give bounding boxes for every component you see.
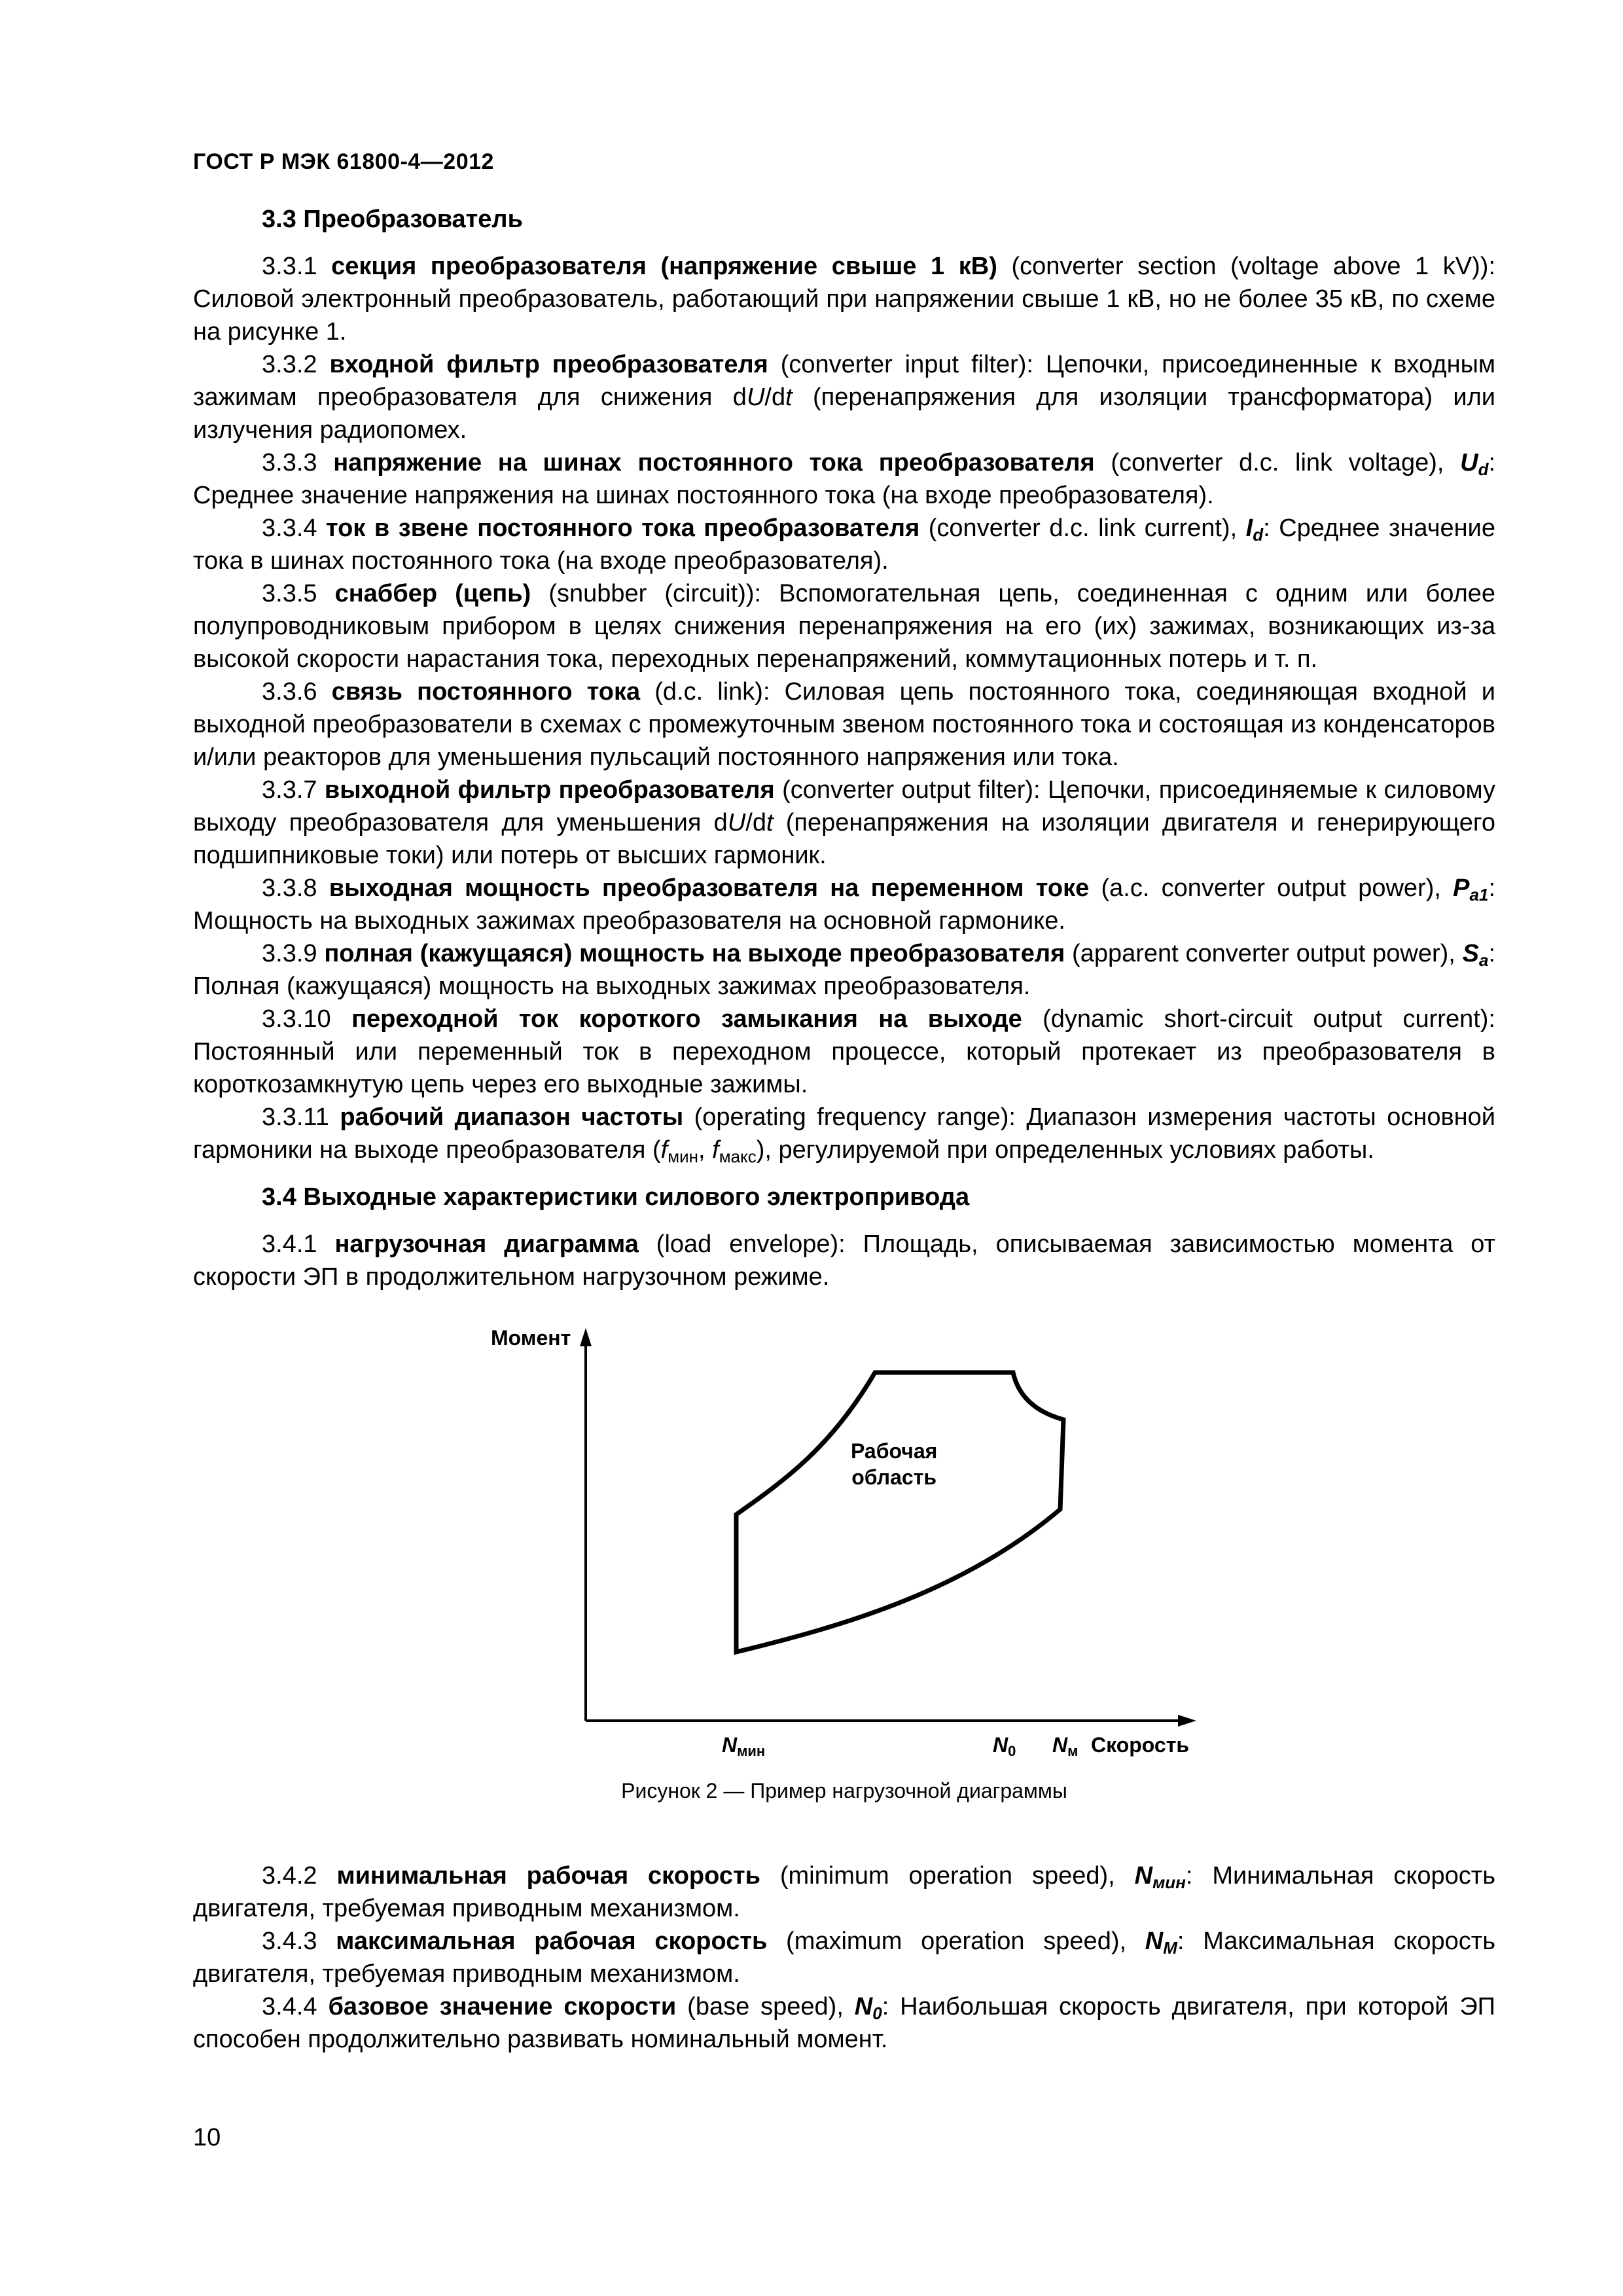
term: максимальная рабочая скорость xyxy=(336,1928,768,1955)
term: секция преобразователя (напряжение свыше 1 кВ) xyxy=(331,253,997,280)
term: выходная мощность преобразователя на переменном токе xyxy=(329,874,1090,902)
entry-3-3-10: 3.3.10 переходной ток короткого замыкания на выходе (dynamic short-circuit output current): Постоянный или переменный ток в переходном процессе, который протекает из преобразователя в короткозамкнутую цепь через его выходные зажимы. xyxy=(193,1005,1495,1098)
entry-3-3-8: 3.3.8 выходная мощность преобразователя на переменном токе (a.c. converter output power), $P_{a1}$: Мощность на выходных зажимах преобразователя на основной гармонике. xyxy=(193,874,1495,935)
x-axis-arrow xyxy=(1178,1715,1196,1727)
standard-header: ГОСТ Р МЭК 61800-4—2012 xyxy=(193,149,494,174)
x-axis-label: Скорость xyxy=(1091,1733,1190,1757)
n-zero-label: $N_0$ xyxy=(993,1733,1016,1759)
entry-3-3-6: 3.3.6 связь постоянного тока (d.c. link): Силовая цепь постоянного тока, соединяющая входной и выходной преобразователи в схемах с промежуточным звеном постоянного тока и состоящая из конденсаторов и/или реакторов для уменьшения пульсаций постоянного напряжения или тока. xyxy=(193,678,1495,771)
n-min-label: $N_{мин}$ xyxy=(722,1733,766,1759)
entry-3-3-1: 3.3.1 секция преобразователя (напряжение свыше 1 кВ) (converter section (voltage above 1 kV)): Силовой электронный преобразователь, работающий при напряжении свыше 1 кВ, но не более 35 кВ, по схеме на рисунке 1. xyxy=(193,253,1496,346)
entry-3-4-3: 3.4.3 максимальная рабочая скорость (maximum operation speed), $N_M$: Максимальная скорость двигателя, требуемая приводным механизмом. xyxy=(193,1928,1496,1988)
term: выходной фильтр преобразователя xyxy=(324,776,775,804)
figure-caption: Рисунок 2 — Пример нагрузочной диаграммы xyxy=(621,1779,1067,1803)
operating-area-outline xyxy=(736,1372,1063,1652)
entry-3-4-2: 3.4.2 минимальная рабочая скорость (minimum operation speed), $N_{мин}$: Минимальная скорость двигателя, требуемая приводным механизмом. xyxy=(193,1862,1495,1922)
load-envelope-figure xyxy=(193,1316,1495,1823)
term: полная (кажущаяся) мощность на выходе преобразователя xyxy=(324,940,1065,967)
entry-3-3-5: 3.3.5 снаббер (цепь) (snubber (circuit)): Вспомогательная цепь, соединенная с одним или более полупроводниковым прибором в целях снижения перенапряжения на его (их) зажимах, возникающих из-за высокой скорости нарастания тока, переходных перенапряжений, коммутационных потерь и т. п. xyxy=(193,580,1496,673)
term: напряжение на шинах постоянного тока преобразователя xyxy=(333,449,1095,476)
term: нагрузочная диаграмма xyxy=(334,1230,639,1258)
term: ток в звене постоянного тока преобразователя xyxy=(326,514,920,542)
entry-3-3-3: 3.3.3 напряжение на шинах постоянного тока преобразователя (converter d.c. link voltage), $U_d$: Среднее значение напряжения на шинах постоянного тока (на входе преобразователя). xyxy=(193,449,1496,509)
page-number: 10 xyxy=(193,2124,221,2151)
y-axis-arrow xyxy=(580,1328,592,1346)
term: рабочий диапазон частоты xyxy=(340,1103,684,1131)
term: снаббер (цепь) xyxy=(334,580,531,607)
entry-3-3-7: 3.3.7 выходной фильтр преобразователя (converter output filter): Цепочки, присоединяемые к силовому выходу преобразователя для уменьшения dU/dt (перенапряжения на изоляции двигателя и генерирующего подшипниковые токи) или потерь от высших гармоник. xyxy=(193,776,1496,869)
entry-3-3-11: 3.3.11 рабочий диапазон частоты (operating frequency range): Диапазон измерения частоты основной гармоники на выходе преобразователя ($f_{мин}$, $f_{макс}$), регулируемой при определенных условиях работы. xyxy=(193,1103,1496,1166)
operating-area-label: Рабочая область xyxy=(851,1439,938,1489)
entry-3-3-2: 3.3.2 входной фильтр преобразователя (converter input filter): Цепочки, присоединенные к входным зажимам преобразователя для снижения dU/dt (перенапряжения для изоляции трансформатора) или излучения радиопомех. xyxy=(193,351,1496,444)
entry-3-3-9: 3.3.9 полная (кажущаяся) мощность на выходе преобразователя (apparent converter output power), $S_a$: Полная (кажущаяся) мощность на выходных зажимах преобразователя. xyxy=(193,940,1496,1000)
entry-3-3-4: 3.3.4 ток в звене постоянного тока преобразователя (converter d.c. link current), $I_d$: Среднее значение тока в шинах постоянного тока (на входе преобразователя). xyxy=(193,514,1496,575)
section-3-4-title: 3.4 Выходные характеристики силового электропривода xyxy=(262,1183,970,1211)
section-3-3-title: 3.3 Преобразователь xyxy=(262,206,523,233)
y-axis-label: Момент xyxy=(491,1326,571,1350)
term: базовое значение скорости xyxy=(328,1993,677,2020)
entry-3-4-1: 3.4.1 нагрузочная диаграмма (load envelope): Площадь, описываемая зависимостью момента от скорости ЭП в продолжительном нагрузочном режиме. xyxy=(193,1230,1495,1291)
term: входной фильтр преобразователя xyxy=(329,351,768,378)
term: минимальная рабочая скорость xyxy=(336,1862,760,1890)
n-max-label: $N_м$ xyxy=(1052,1733,1079,1759)
term: переходной ток короткого замыкания на выходе xyxy=(351,1005,1022,1033)
term: связь постоянного тока xyxy=(331,678,641,706)
page-content xyxy=(193,203,1495,2056)
entry-3-4-4: 3.4.4 базовое значение скорости (base speed), $N_0$: Наибольшая скорость двигателя, при которой ЭП способен продолжительно развивать номинальный момент. xyxy=(193,1993,1495,2053)
load-envelope-diagram xyxy=(193,1316,1495,1774)
